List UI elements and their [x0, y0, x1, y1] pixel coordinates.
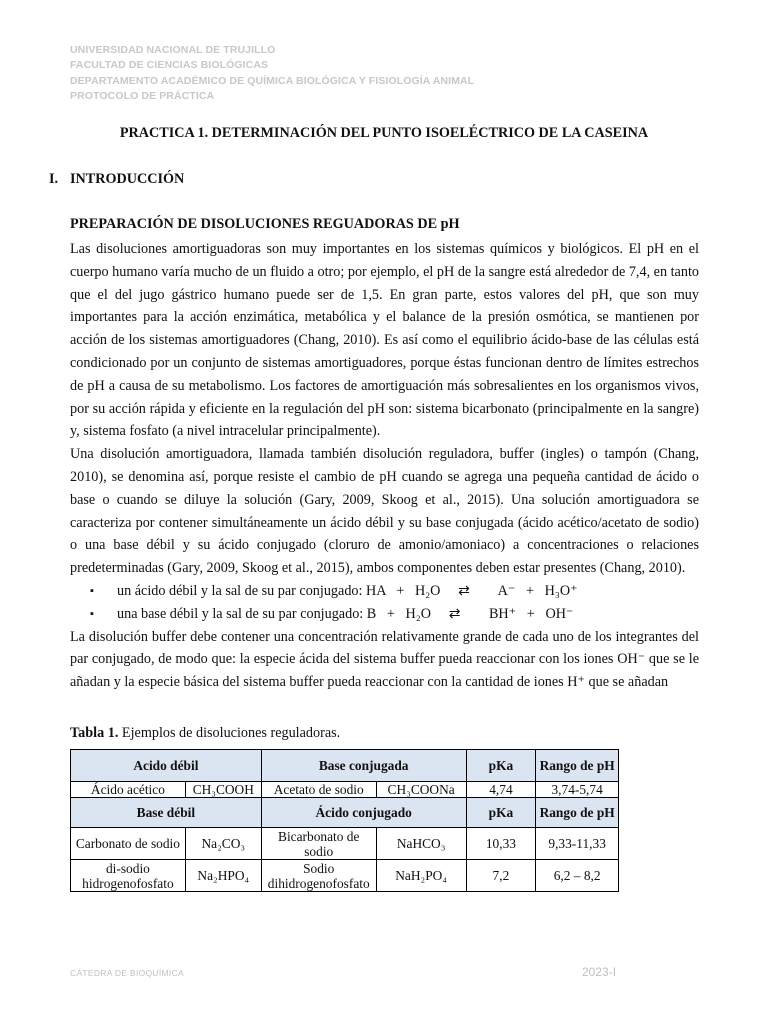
table-cell: 4,74 [466, 782, 536, 798]
table-cell: Ácido acético [71, 782, 186, 798]
header-cell: Ácido conjugado [261, 798, 466, 828]
table-row [71, 782, 619, 798]
subsection-title: PREPARACIÓN DE DISOLUCIONES REGUADORAS DE pH [70, 216, 460, 232]
table-header-row [71, 750, 619, 782]
footer-chair: CÁTEDRA DE BIOQUÍMICA [70, 968, 184, 978]
paragraph-2: Una disolución amortiguadora, llamada también disolución reguladora, buffer (ingles) o tampón (Chang, 2010), se denomina así, porque resiste el cambio de pH cuando se agrega una pequeña cantidad de ácido o base o cuando se diluye la solución (Gary, 2009, Skoog et al., 2015). Una solución amortiguadora se caracteriza por contener simultáneamente un ácido débil y su base conjugada (ácido acético/acetato de sodio) o una base débil y su ácido conjugado (cloruro de amonio/amoniaco) a concentraciones o relaciones predeterminadas (Gary, 2009, Skoog et al., 2015), ambos componentes deben estar presentes (Chang, 2010). [70, 446, 699, 577]
header-cell: Rango de pH [536, 798, 619, 828]
paragraph-3: La disolución buffer debe contener una concentración relativamente grande de cada uno de los integrantes del par conjugado, de modo que: la especie ácida del sistema buffer pueda reaccionar con los iones OH⁻ que se le añadan y la especie básica del sistema buffer pueda reaccionar con la cantidad de iones H⁺ que se añadan [70, 628, 699, 691]
bullet-text: un ácido débil y la sal de su par conjugado: HA + H₂O ⇄ A⁻ + H₃O⁺ [117, 582, 578, 599]
table-cell: NaH₂PO₄ [376, 860, 466, 892]
header-cell: pKa [466, 750, 536, 782]
section-heading [49, 171, 184, 188]
table-cell: Na₂CO₃ [185, 828, 261, 860]
list-item [70, 603, 699, 626]
section-title: INTRODUCCIÓN [70, 171, 185, 187]
table-caption-text: Ejemplos de disoluciones reguladoras. [118, 725, 341, 741]
table-cell: Bicarbonato de sodio [261, 828, 376, 860]
bullet-icon: ▪ [90, 607, 94, 620]
table-caption [70, 725, 340, 742]
section-number: I. [49, 171, 59, 187]
header-cell: Acido débil [71, 750, 262, 782]
equation-list [70, 580, 699, 626]
table-row [71, 828, 619, 860]
table-cell: Acetato de sodio [261, 782, 376, 798]
table-cell: 3,74-5,74 [536, 782, 619, 798]
footer-term: 2023-I [582, 965, 617, 979]
header-faculty: FACULTAD DE CIENCIAS BIOLÓGICAS [70, 59, 269, 72]
bullet-icon: ▪ [90, 584, 94, 597]
table-cell: 7,2 [466, 860, 536, 892]
table-row [71, 860, 619, 892]
table-cell: 9,33-11,33 [536, 828, 619, 860]
table-cell: CH₃COONa [376, 782, 466, 798]
header-university: UNIVERSIDAD NACIONAL DE TRUJILLO [70, 44, 276, 56]
page-title: PRACTICA 1. DETERMINACIÓN DEL PUNTO ISOELÉCTRICO DE LA CASEINA [119, 125, 649, 141]
header-cell: Base débil [71, 798, 262, 828]
table-cell: CH₃COOH [185, 782, 261, 798]
header-protocol: PROTOCOLO DE PRÁCTICA [70, 90, 215, 103]
table-header-row [71, 798, 619, 828]
bullet-text: una base débil y la sal de su par conjugado: B + H₂O ⇄ BH⁺ + OH⁻ [117, 605, 574, 622]
table-cell: 10,33 [466, 828, 536, 860]
body-text [70, 238, 699, 694]
header-cell: pKa [466, 798, 536, 828]
table-cell: 6,2 – 8,2 [536, 860, 619, 892]
table-cell: Sodio dihidrogenofosfato [261, 860, 376, 892]
header-cell: Rango de pH [536, 750, 619, 782]
header-department: DEPARTAMENTO ACADÉMICO DE QUÍMICA BIOLÓGICA Y FISIOLOGÍA ANIMAL [70, 74, 475, 87]
paragraph-1: Las disoluciones amortiguadoras son muy importantes en los sistemas químicos y biológicos. El pH en el cuerpo humano varía mucho de un fluido a otro; por ejemplo, el pH de la sangre está alrededor de 7,4, en tanto que el del jugo gástrico humano puede ser de 1,5. En gran parte, estos valores del pH, que son muy importantes para la acción enzimática, metabólica y el balance de la presión osmótica, se mantienen por acción de los sistemas amortiguadores (Chang, 2010). Es así como el equilibrio ácido-base de las células está condicionado por un conjunto de sistemas amortiguadores, porque éstas funcionan dentro de límites estrechos de pH a causa de su metabolismo. Los factores de amortiguación más sobresalientes en los organismos vivos, por su acción rápida y eficiente en la regulación del pH son: sistema bicarbonato (principalmente en la sangre) y, sistema fosfato (a nivel intracelular principalmente). [70, 241, 699, 440]
list-item [70, 580, 699, 603]
table-caption-label: Tabla 1. [70, 725, 119, 741]
table-cell: Na₂HPO₄ [185, 860, 261, 892]
table-cell: NaHCO₃ [376, 828, 466, 860]
buffer-table [70, 749, 619, 892]
table-cell: Carbonato de sodio [71, 828, 186, 860]
table-cell: di-sodio hidrogenofosfato [71, 860, 186, 892]
document-header [70, 43, 474, 105]
header-cell: Base conjugada [261, 750, 466, 782]
